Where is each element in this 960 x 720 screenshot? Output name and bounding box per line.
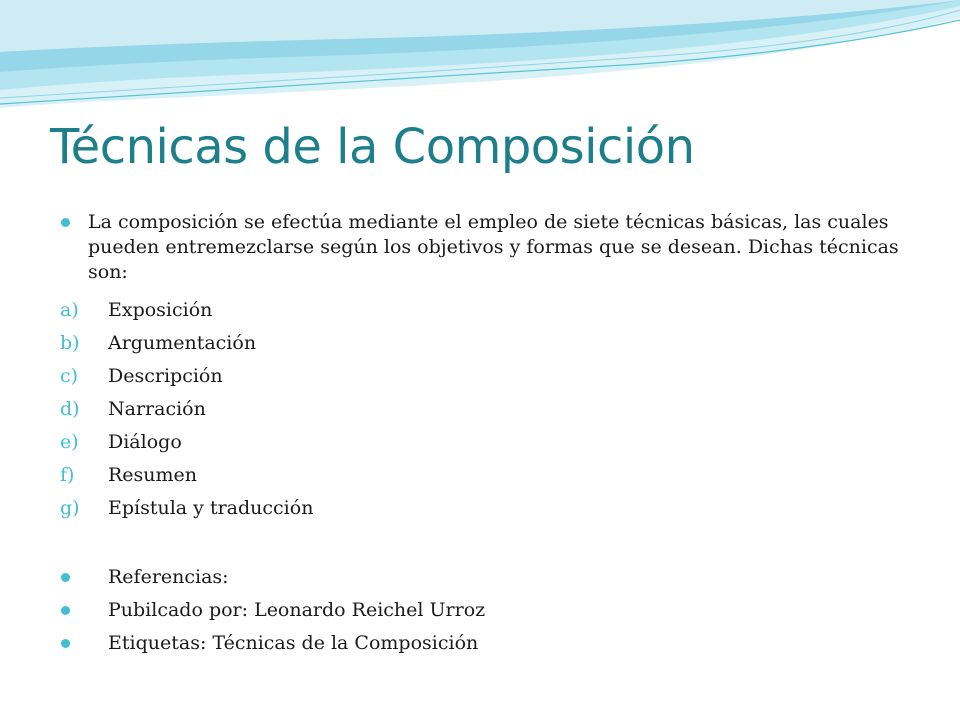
list-marker: c) bbox=[60, 365, 79, 387]
technique-label: Exposición bbox=[108, 299, 213, 321]
intro-paragraph bbox=[60, 210, 910, 285]
intro-text: La composición se efectúa mediante el empleo de siete técnicas básicas, las cuales pueden entremezclarse según los objetivos y formas que se desean. Dichas técnicas son: bbox=[88, 211, 899, 283]
reference-label: Pubilcado por: Leonardo Reichel Urroz bbox=[108, 599, 486, 621]
list-item bbox=[60, 294, 880, 327]
reference-item bbox=[60, 594, 880, 627]
list-item bbox=[60, 459, 880, 492]
list-marker: e) bbox=[60, 431, 79, 453]
list-item bbox=[60, 492, 880, 525]
reference-item bbox=[60, 627, 880, 660]
technique-label: Argumentación bbox=[108, 332, 257, 354]
technique-label: Epístula y traducción bbox=[108, 497, 314, 519]
technique-label: Resumen bbox=[108, 464, 198, 486]
bullet-icon bbox=[61, 606, 70, 615]
list-marker: b) bbox=[60, 332, 80, 354]
bullet-icon bbox=[61, 573, 70, 582]
header-wave-decoration bbox=[0, 0, 960, 120]
list-marker: f) bbox=[60, 464, 75, 486]
list-item bbox=[60, 393, 880, 426]
bullet-icon bbox=[61, 218, 70, 227]
technique-label: Diálogo bbox=[108, 431, 182, 453]
references-list bbox=[60, 561, 880, 660]
list-marker: d) bbox=[60, 398, 80, 420]
techniques-list bbox=[60, 294, 880, 525]
list-item bbox=[60, 327, 880, 360]
bullet-icon bbox=[61, 639, 70, 648]
list-item bbox=[60, 426, 880, 459]
technique-label: Narración bbox=[108, 398, 206, 420]
reference-item bbox=[60, 561, 880, 594]
slide-title: Técnicas de la Composición bbox=[50, 119, 695, 175]
reference-label: Referencias: bbox=[108, 566, 229, 588]
technique-label: Descripción bbox=[108, 365, 223, 387]
list-marker: g) bbox=[60, 497, 80, 519]
list-item bbox=[60, 360, 880, 393]
reference-label: Etiquetas: Técnicas de la Composición bbox=[108, 632, 479, 654]
list-marker: a) bbox=[60, 299, 79, 321]
